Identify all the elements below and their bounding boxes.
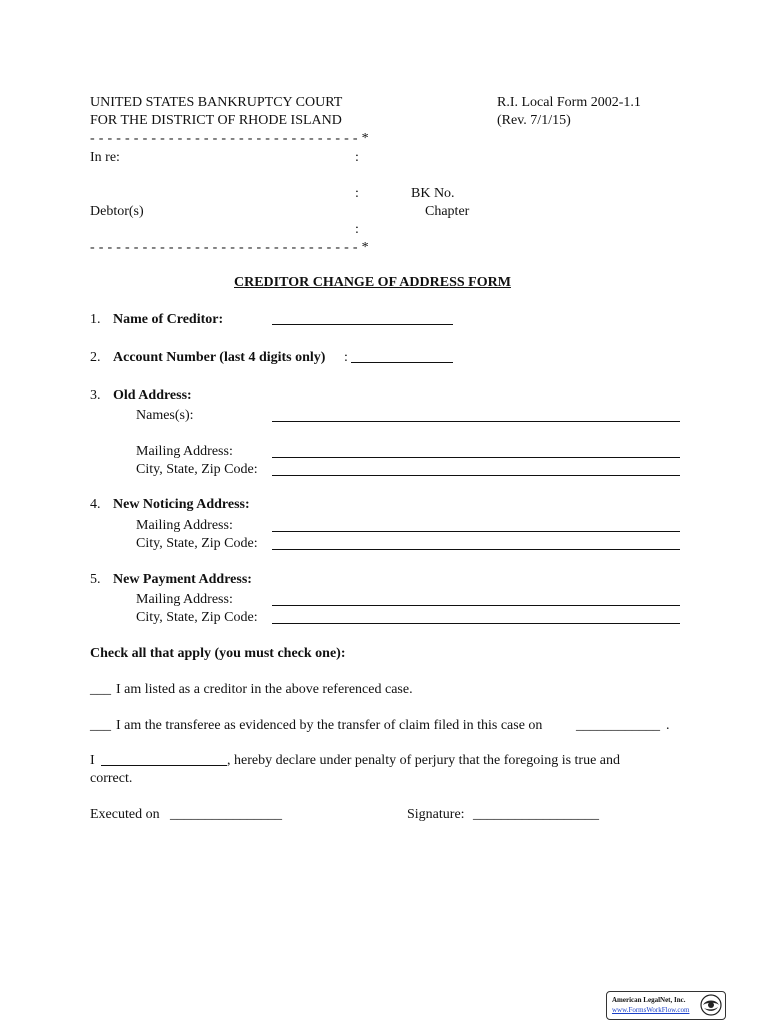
transferee-period: .	[666, 718, 670, 733]
signature-label: Signature:	[407, 807, 465, 822]
creditor-name-label: Name of Creditor:	[113, 312, 224, 327]
old-city-field[interactable]	[272, 475, 680, 476]
form-revision: (Rev. 7/1/15)	[497, 113, 571, 128]
caption-colon-1: :	[355, 150, 359, 165]
payment-city-label: City, State, Zip Code:	[136, 610, 258, 625]
court-name-line2: FOR THE DISTRICT OF RHODE ISLAND	[90, 113, 342, 128]
item2-number: 2.	[90, 350, 101, 365]
transfer-date-field[interactable]: ____________	[576, 718, 660, 733]
form-title: CREDITOR CHANGE OF ADDRESS FORM	[234, 275, 511, 290]
item4-number: 4.	[90, 497, 101, 512]
debtor-label: Debtor(s)	[90, 204, 144, 219]
noticing-city-label: City, State, Zip Code:	[136, 536, 258, 551]
bk-number-label: BK No.	[411, 186, 455, 201]
payment-mailing-field[interactable]	[272, 605, 680, 606]
old-names-field[interactable]	[272, 421, 680, 422]
payment-mailing-label: Mailing Address:	[136, 592, 233, 607]
noticing-mailing-field[interactable]	[272, 531, 680, 532]
executed-date-field[interactable]: ________________	[170, 807, 282, 822]
account-number-colon: :	[344, 350, 348, 365]
executed-on-label: Executed on	[90, 807, 160, 822]
signature-field[interactable]: __________________	[473, 807, 599, 822]
footer-badge	[606, 991, 726, 1020]
declaration-text-cont: correct.	[90, 771, 133, 786]
listed-creditor-text: I am listed as a creditor in the above referenced case.	[116, 682, 413, 697]
new-payment-address-label: New Payment Address:	[113, 572, 252, 587]
payment-city-field[interactable]	[272, 623, 680, 624]
form-id: R.I. Local Form 2002-1.1	[497, 95, 641, 110]
transferee-text: I am the transferee as evidenced by the transfer of claim filed in this case on	[116, 718, 543, 733]
footer-company-name: American LegalNet, Inc.	[612, 996, 686, 1004]
declarant-prefix: I	[90, 753, 95, 768]
check-all-heading: Check all that apply (you must check one):	[90, 646, 346, 661]
account-number-label: Account Number (last 4 digits only)	[113, 350, 326, 365]
old-address-label: Old Address:	[113, 388, 192, 403]
court-name-line1: UNITED STATES BANKRUPTCY COURT	[90, 95, 343, 110]
creditor-name-field[interactable]	[272, 324, 453, 325]
declaration-text: , hereby declare under penalty of perjury that the foregoing is true and	[227, 753, 621, 768]
account-number-field[interactable]	[351, 362, 453, 363]
checkbox-listed-creditor[interactable]: ___	[90, 682, 111, 697]
caption-colon-3: :	[355, 222, 359, 237]
old-city-label: City, State, Zip Code:	[136, 462, 258, 477]
checkbox-transferee[interactable]: ___	[90, 718, 111, 733]
old-mailing-label: Mailing Address:	[136, 444, 233, 459]
noticing-city-field[interactable]	[272, 549, 680, 550]
caption-colon-2: :	[355, 186, 359, 201]
old-names-label: Names(s):	[136, 408, 194, 423]
item3-number: 3.	[90, 388, 101, 403]
caption-dash-line-top: - - - - - - - - - - - - - - - - - - - - - - - - - - - - - - - *	[90, 131, 369, 146]
noticing-mailing-label: Mailing Address:	[136, 518, 233, 533]
new-noticing-address-label: New Noticing Address:	[113, 497, 250, 512]
caption-dash-line-bottom: - - - - - - - - - - - - - - - - - - - - - - - - - - - - - - - *	[90, 240, 369, 255]
declarant-name-field[interactable]	[101, 765, 227, 766]
footer-url-link[interactable]: www.FormsWorkFlow.com	[612, 1006, 690, 1014]
in-re-label: In re:	[90, 150, 120, 165]
item1-number: 1.	[90, 312, 101, 327]
item5-number: 5.	[90, 572, 101, 587]
old-mailing-field[interactable]	[272, 457, 680, 458]
chapter-label: Chapter	[425, 204, 470, 219]
globe-logo-icon	[700, 994, 722, 1021]
